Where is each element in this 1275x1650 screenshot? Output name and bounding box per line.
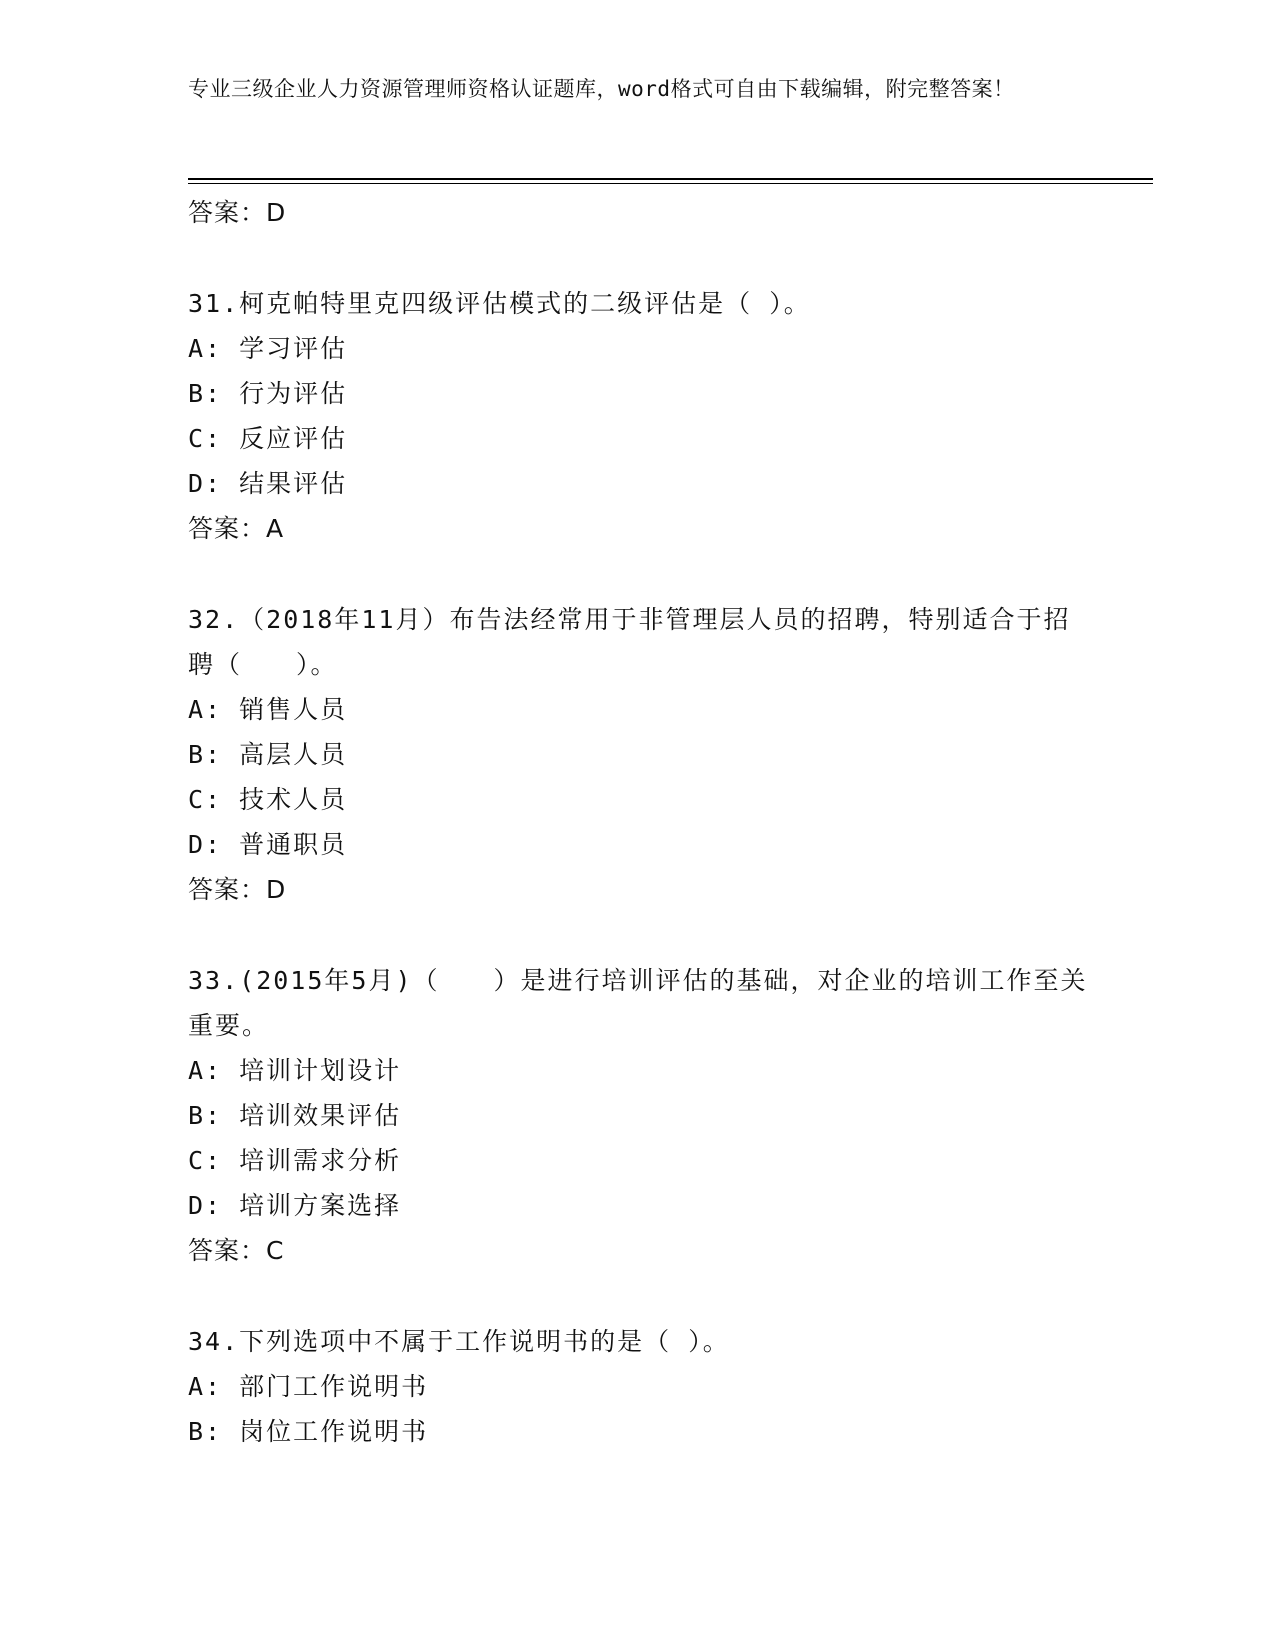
question-stem: 33.(2015年5月)（ ）是进行培训评估的基础，对企业的培训工作至关重要。	[188, 966, 1088, 1040]
question-stem: 31.柯克帕特里克四级评估模式的二级评估是（ ）。	[188, 289, 811, 318]
header-rule-thin	[188, 183, 1153, 184]
option-c: C: 培训需求分析	[188, 1146, 402, 1175]
option-b: B: 行为评估	[188, 379, 348, 408]
header-rule-thick	[188, 178, 1153, 180]
option-a: A: 部门工作说明书	[188, 1372, 429, 1401]
option-d: D: 普通职员	[188, 830, 348, 859]
option-d: D: 结果评估	[188, 469, 348, 498]
question-31	[188, 281, 1088, 551]
question-answer: 答案：D	[188, 875, 287, 904]
question-list	[188, 190, 1088, 1454]
question-answer: 答案：C	[188, 1236, 285, 1265]
question-32	[188, 597, 1088, 912]
option-a: A: 学习评估	[188, 334, 348, 363]
option-c: C: 技术人员	[188, 785, 348, 814]
option-b: B: 岗位工作说明书	[188, 1417, 429, 1446]
option-a: A: 培训计划设计	[188, 1056, 402, 1085]
option-d: D: 培训方案选择	[188, 1191, 402, 1220]
option-a: A: 销售人员	[188, 695, 348, 724]
prev-answer: 答案：D	[188, 198, 287, 227]
question-stem: 34.下列选项中不属于工作说明书的是（ ）。	[188, 1327, 730, 1356]
option-c: C: 反应评估	[188, 424, 348, 453]
question-34	[188, 1319, 1088, 1454]
document-header: 专业三级企业人力资源管理师资格认证题库，word格式可自由下载编辑，附完整答案！	[188, 77, 1015, 101]
question-stem: 32.（2018年11月）布告法经常用于非管理层人员的招聘，特别适合于招聘（ ）。	[188, 605, 1071, 679]
question-33	[188, 958, 1088, 1273]
option-b: B: 高层人员	[188, 740, 348, 769]
question-answer: 答案：A	[188, 514, 285, 543]
option-b: B: 培训效果评估	[188, 1101, 402, 1130]
